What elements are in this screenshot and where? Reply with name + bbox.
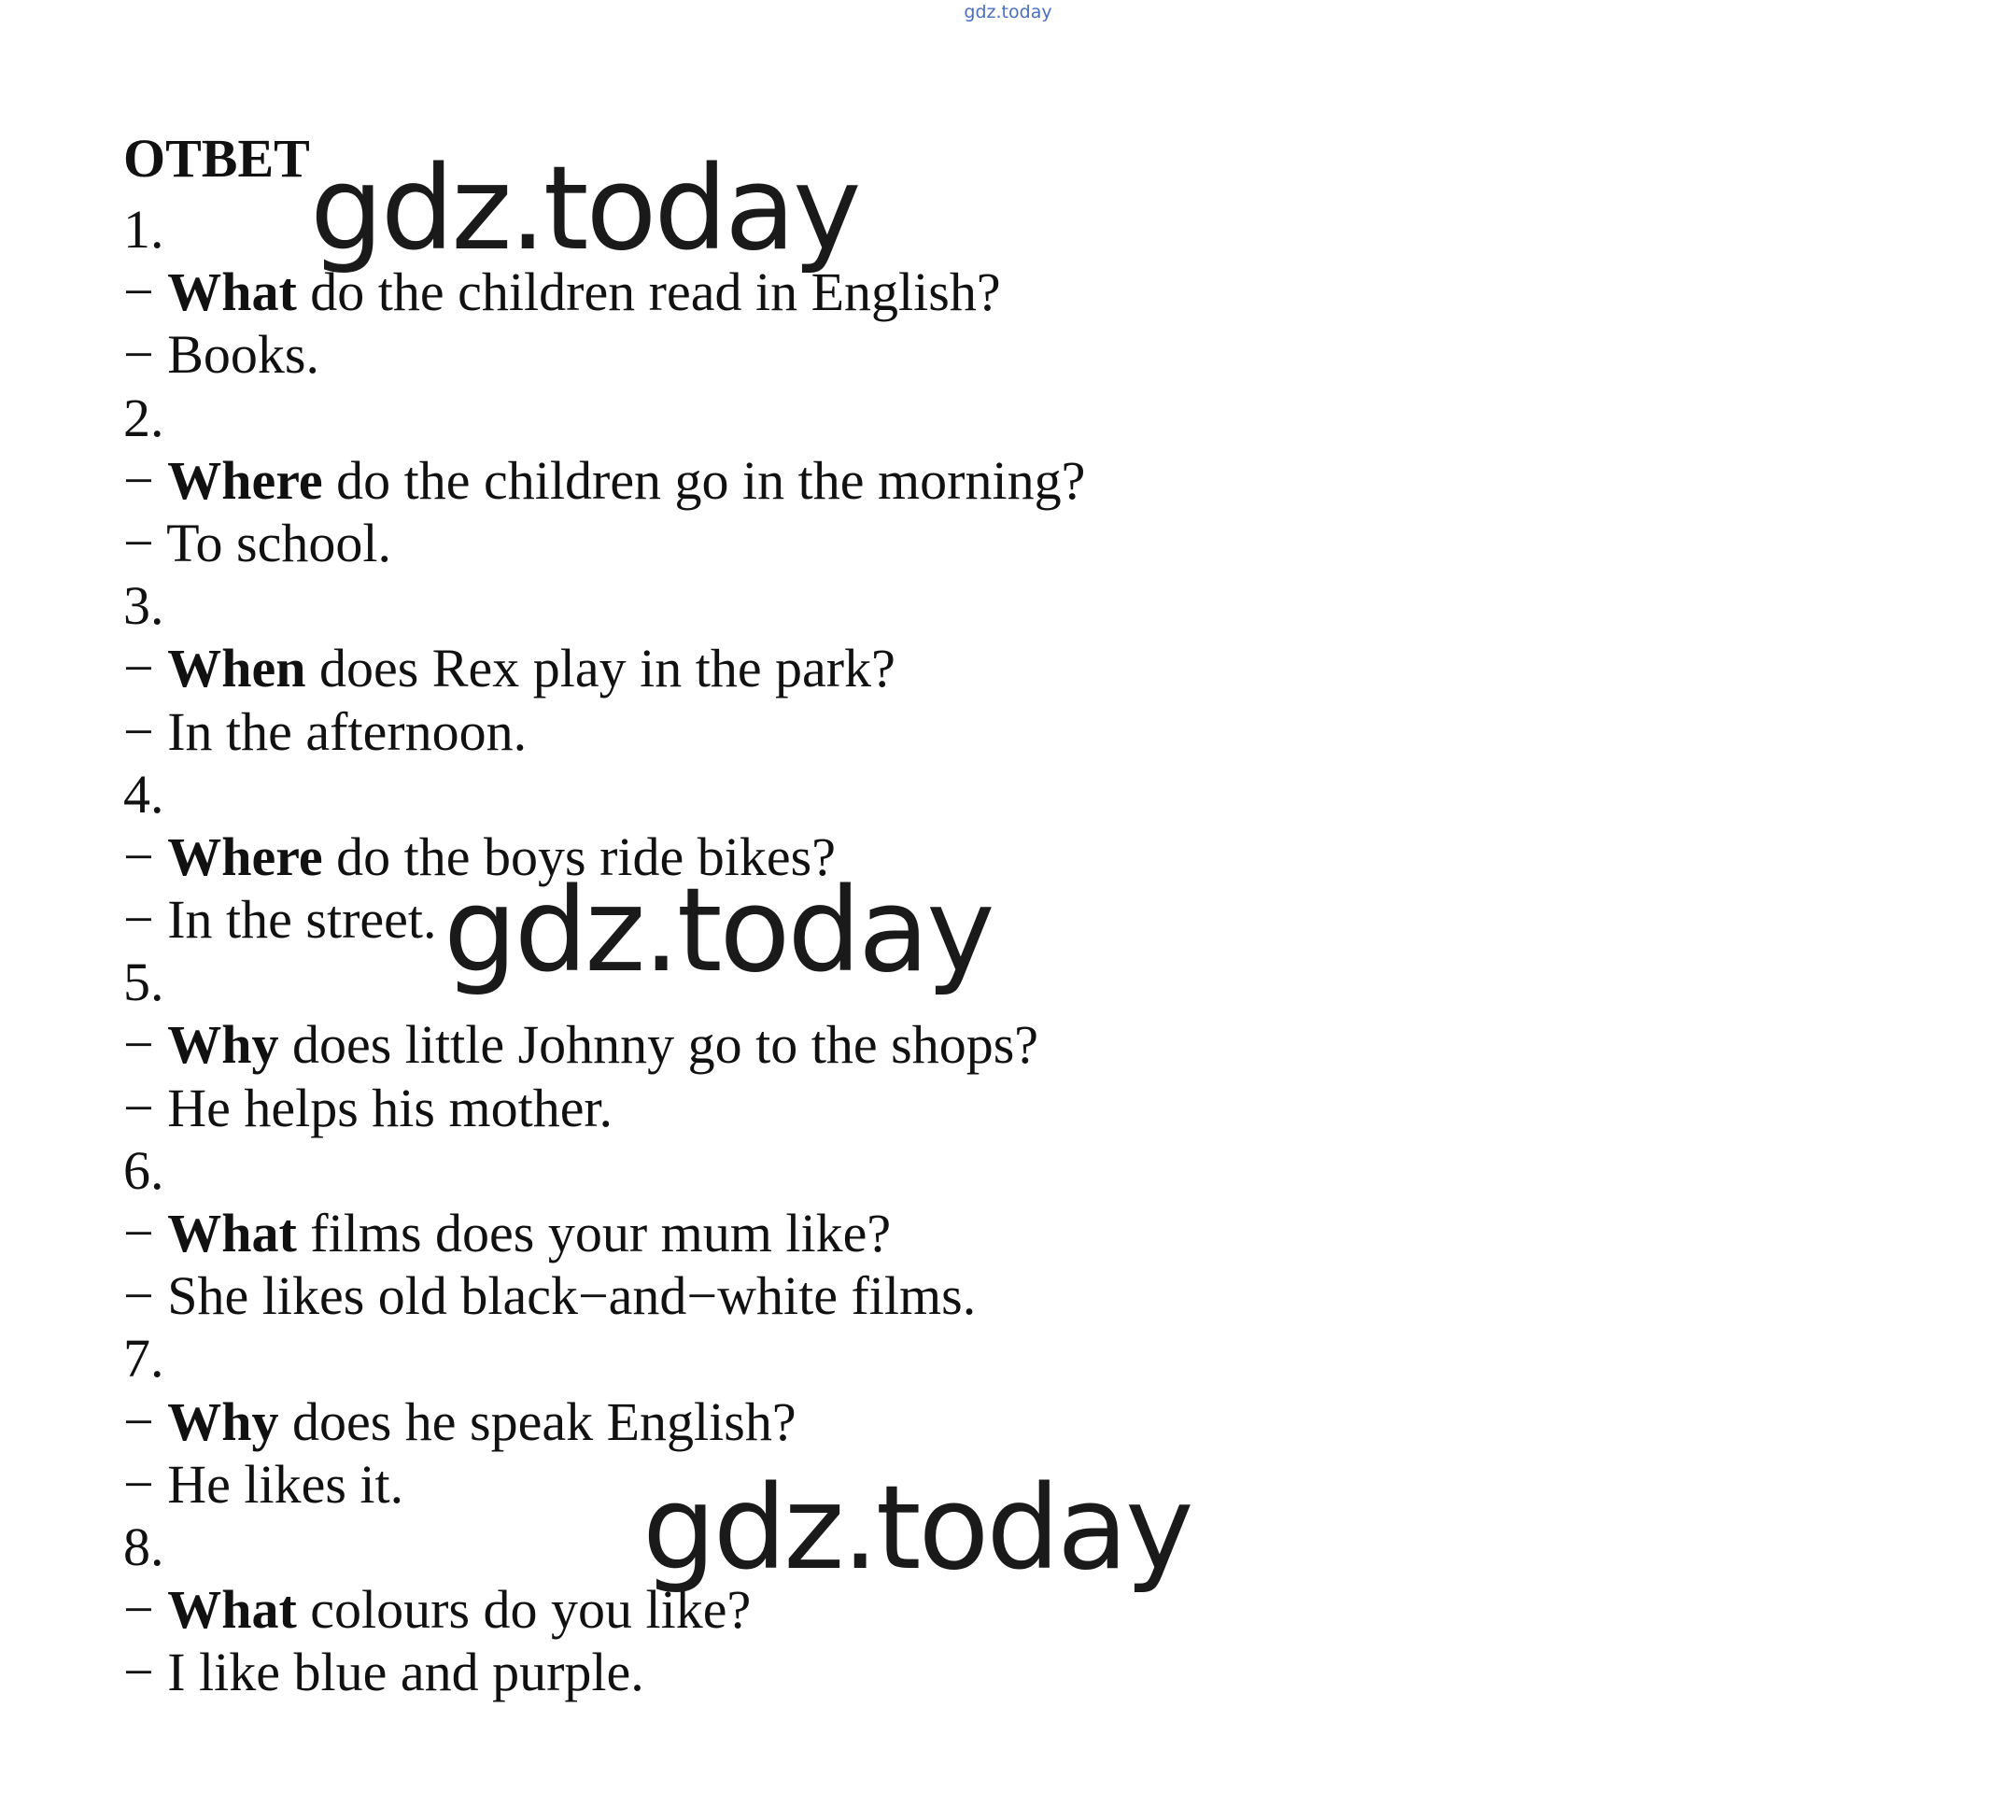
answer-text: To school. <box>166 512 391 573</box>
answer-line <box>123 323 1085 386</box>
question-word: What <box>167 1203 297 1263</box>
answer-text: He likes it. <box>167 1453 404 1515</box>
question-text: films does your mum like? <box>296 1203 892 1263</box>
answer-line <box>123 1077 1085 1139</box>
question-text: colours do you like? <box>296 1579 752 1641</box>
top-site-watermark: gdz.today <box>964 2 1052 22</box>
watermark: gdz.today <box>310 142 859 276</box>
question-line <box>123 449 1085 512</box>
question-word: When <box>167 638 306 699</box>
answer-line <box>123 1264 1085 1327</box>
watermark: gdz.today <box>642 1461 1191 1596</box>
item-number: 7. <box>123 1328 164 1390</box>
dash: − <box>123 1265 168 1327</box>
question-word: Where <box>167 825 323 887</box>
question-text: do the boys ride bikes? <box>322 825 836 887</box>
answer-text: Books. <box>167 324 319 386</box>
dash: − <box>123 1642 168 1703</box>
answer-line <box>123 512 1085 574</box>
item-number: 8. <box>123 1516 164 1577</box>
answer-text: In the street. <box>167 889 437 951</box>
dash: − <box>123 1390 168 1452</box>
dash: − <box>123 1203 168 1263</box>
answer-line <box>123 700 1085 763</box>
item-number: 6. <box>123 1139 164 1201</box>
dash: − <box>123 1453 168 1515</box>
item-number: 5. <box>123 952 164 1013</box>
question-line <box>123 637 1085 699</box>
answer-heading: ОТВЕТ <box>123 128 310 189</box>
dash: − <box>123 889 168 951</box>
question-text: do the children read in English? <box>296 261 1001 323</box>
dash: − <box>123 700 168 762</box>
dash: − <box>123 449 168 511</box>
question-text: do the children go in the morning? <box>322 449 1086 511</box>
answer-text: I like blue and purple. <box>167 1642 644 1703</box>
question-line <box>123 1390 1085 1453</box>
question-word: What <box>167 1579 297 1641</box>
answer-text: In the afternoon. <box>167 700 528 762</box>
item-number: 3. <box>123 575 164 637</box>
question-word: What <box>167 261 297 323</box>
item-number: 1. <box>123 199 164 260</box>
item-number: 4. <box>123 763 164 825</box>
question-text: does little Johnny go to the shops? <box>278 1014 1039 1076</box>
dash: − <box>123 1077 168 1138</box>
dash: − <box>123 512 167 573</box>
question-line <box>123 1013 1085 1076</box>
answer-text: She likes old black−and−white films. <box>167 1265 977 1327</box>
dash: − <box>123 261 168 323</box>
dash: − <box>123 1014 168 1076</box>
dash: − <box>123 1579 168 1641</box>
question-text: does Rex play in the park? <box>305 638 895 699</box>
question-word: Why <box>167 1390 279 1452</box>
question-word: Why <box>167 1014 279 1076</box>
question-word: Where <box>167 449 323 511</box>
answer-text: He helps his mother. <box>167 1077 613 1138</box>
question-text: does he speak English? <box>278 1390 797 1452</box>
watermark: gdz.today <box>444 864 993 998</box>
item-number: 2. <box>123 387 164 448</box>
dash: − <box>123 825 168 887</box>
question-line <box>123 1202 1085 1264</box>
dash: − <box>123 324 168 386</box>
answer-line <box>123 1641 1085 1703</box>
dash: − <box>123 638 168 699</box>
